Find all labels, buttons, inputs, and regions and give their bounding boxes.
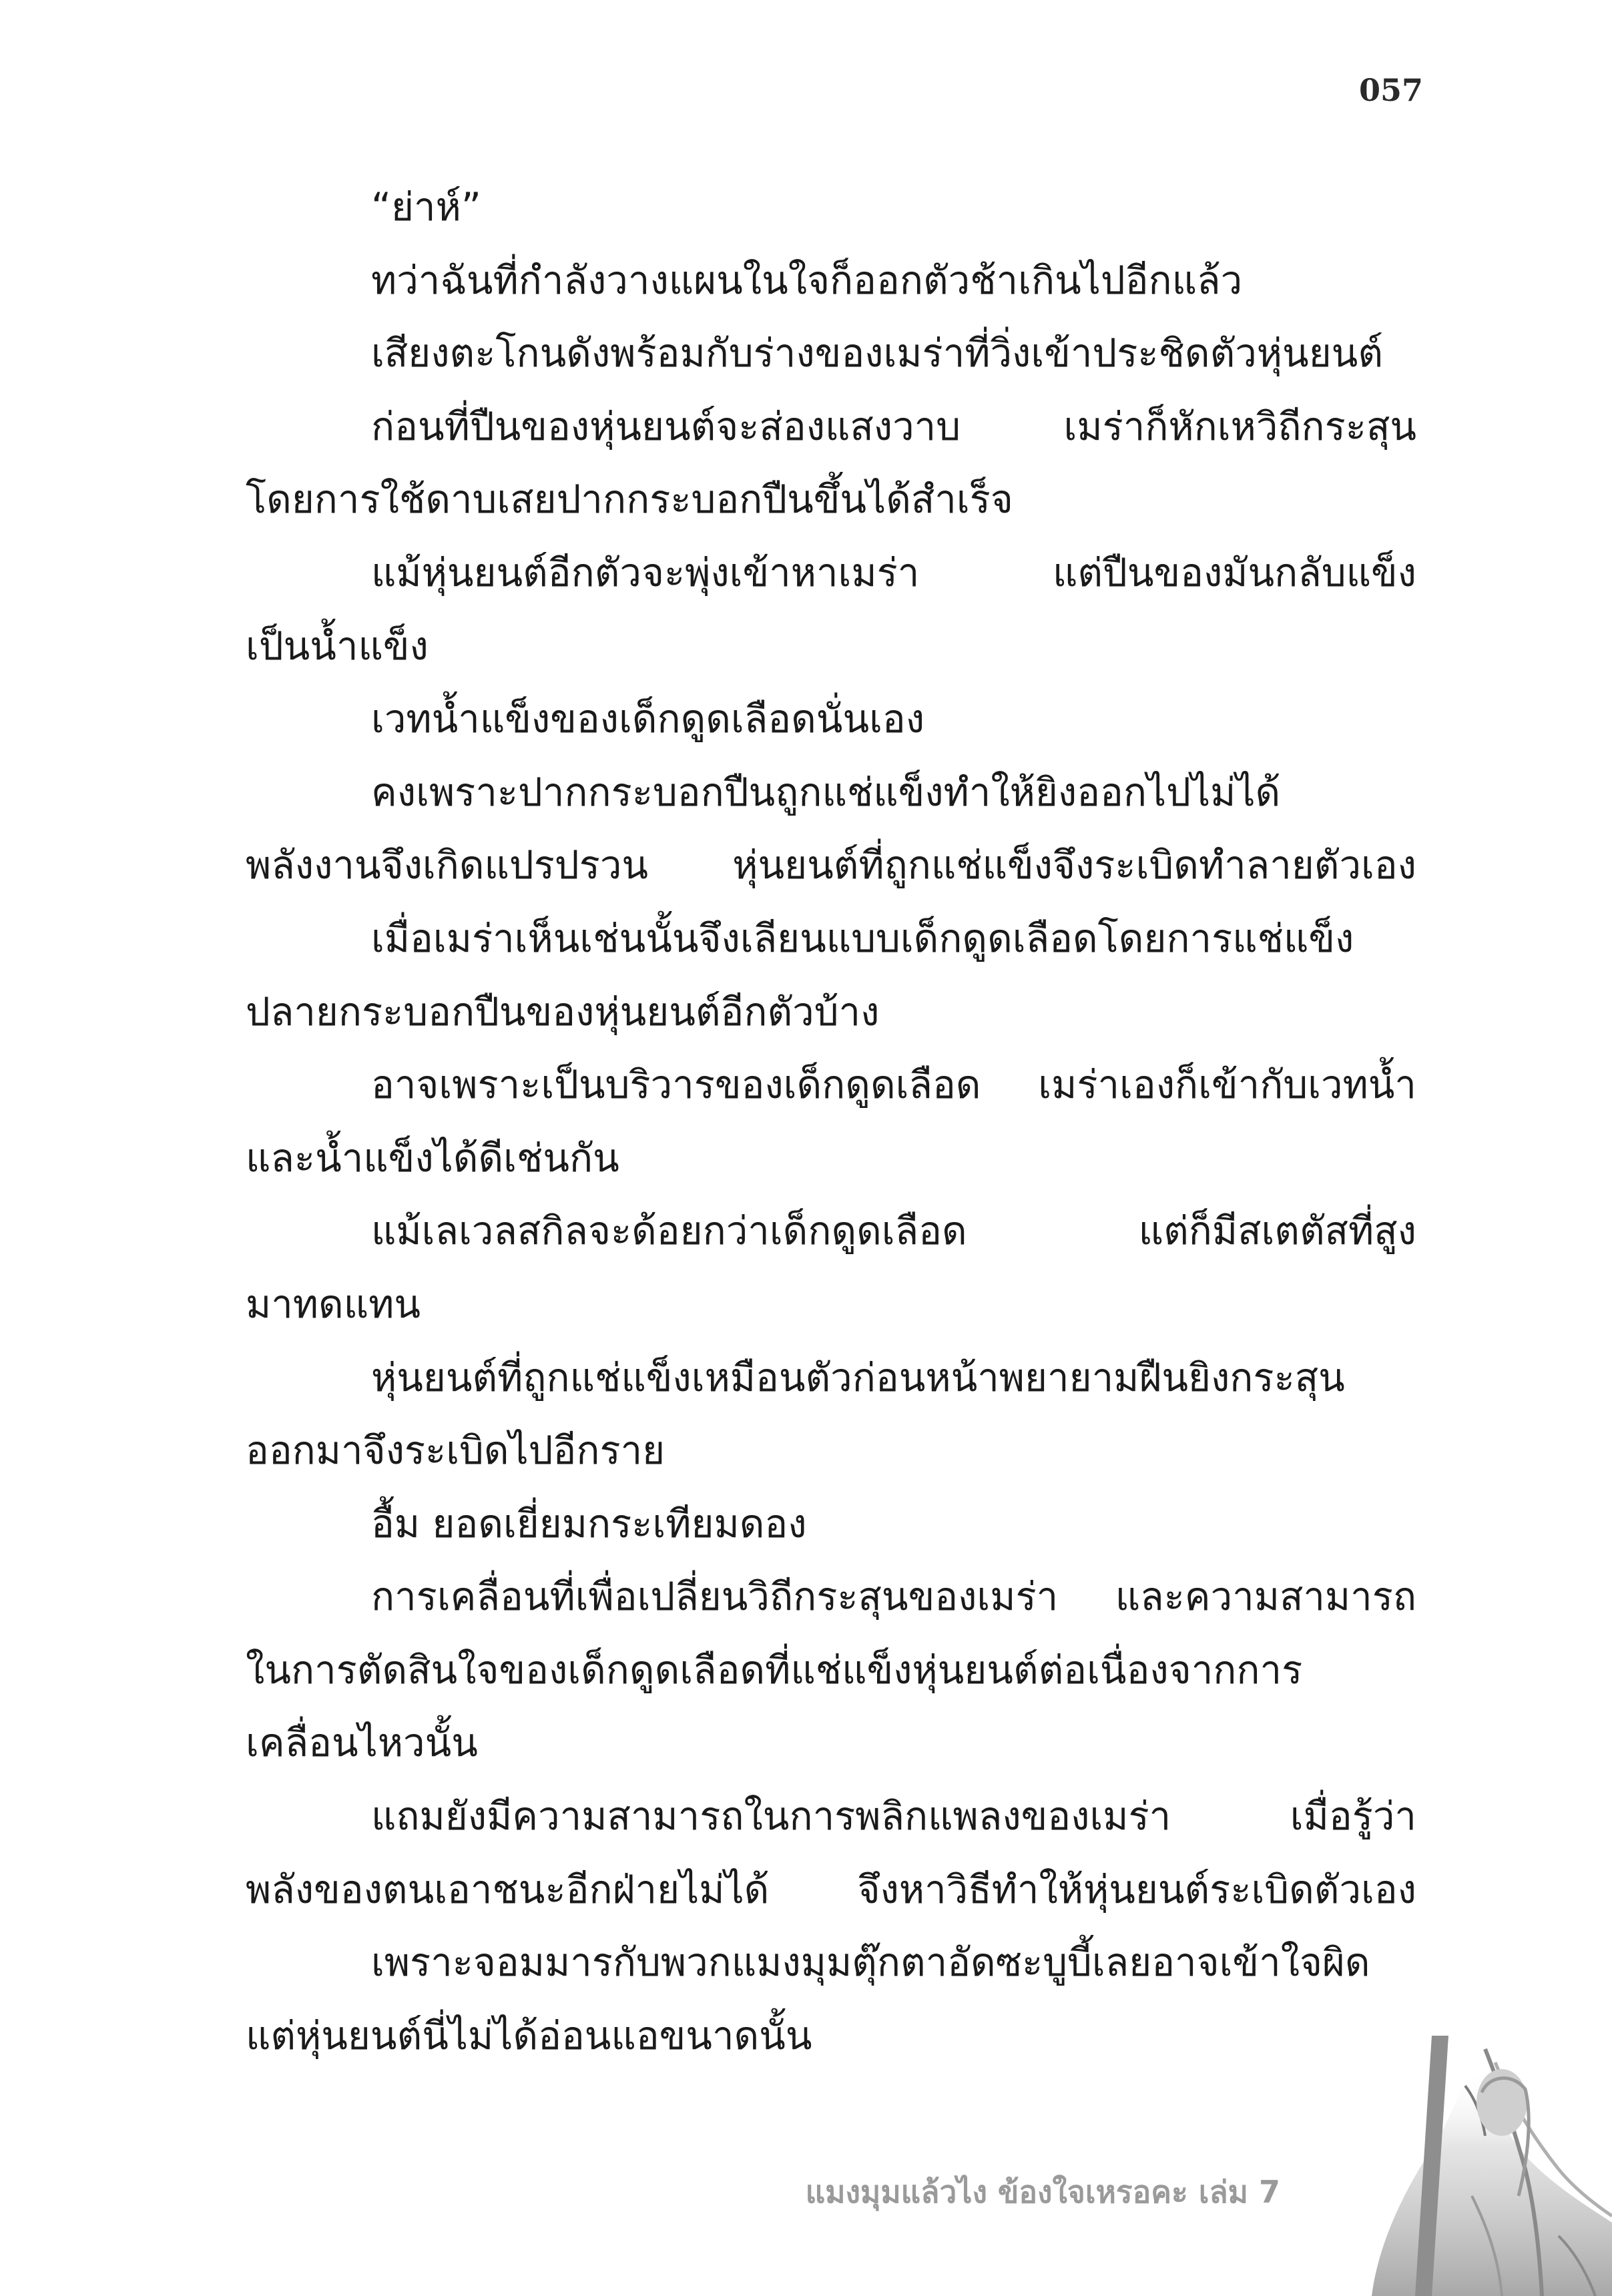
text-line: ทว่าฉันที่กำลังวางแผนในใจก็ออกตัวช้าเกินไปอีกแล้ว: [371, 257, 1243, 303]
text-line: แม้เลเวลสกิลจะด้อยกว่าเด็กดูดเลือด แต่ก็มีสเตตัสที่สูง: [371, 1208, 1416, 1254]
footer-character-illustration: [1332, 2022, 1612, 2296]
text-line: แม้หุ่นยนต์อีกตัวจะพุ่งเข้าหาเมร่า แต่ปืนของมันกลับแข็ง: [371, 549, 1416, 595]
text-line: มาทดแทน: [246, 1281, 421, 1327]
footer-book-title: แมงมุมแล้วไง ข้องใจเหรอคะ เล่ม 7: [805, 2174, 1280, 2210]
text-line: พลังของตนเอาชนะอีกฝ่ายไม่ได้ จึงหาวิธีทำให้หุ่นยนต์ระเบิดตัวเอง: [246, 1866, 1416, 1912]
text-line: ในการตัดสินใจของเด็กดูดเลือดที่แช่แข็งหุ่นยนต์ต่อเนื่องจากการ: [246, 1647, 1303, 1693]
text-line: หุ่นยนต์ที่ถูกแช่แข็งเหมือนตัวก่อนหน้าพยายามฝืนยิงกระสุน: [371, 1354, 1345, 1400]
page-number: 057: [1358, 72, 1423, 108]
text-line: ออกมาจึงระเบิดไปอีกราย: [246, 1428, 665, 1474]
text-line: อื้ม ยอดเยี่ยมกระเทียมดอง: [371, 1500, 807, 1546]
text-line: เพราะจอมมารกับพวกแมงมุมตุ๊กตาอัดซะบูบี้เลยอาจเข้าใจผิด: [371, 1940, 1370, 1986]
text-line: การเคลื่อนที่เพื่อเปลี่ยนวิถีกระสุนของเมร่า และความสามารถ: [371, 1574, 1416, 1620]
text-line: คงเพราะปากกระบอกปืนถูกแช่แข็งทำให้ยิงออกไปไม่ได้: [371, 769, 1281, 815]
text-line: ปลายกระบอกปืนของหุ่นยนต์อีกตัวบ้าง: [246, 988, 880, 1035]
body-text: [246, 171, 1416, 2072]
text-line: เมื่อเมร่าเห็นเช่นนั้นจึงเลียนแบบเด็กดูดเลือดโดยการแช่แข็ง: [371, 915, 1354, 961]
text-line: “ย่าห์”: [371, 184, 481, 230]
text-line: แถมยังมีความสามารถในการพลิกแพลงของเมร่า เมื่อรู้ว่า: [371, 1793, 1416, 1839]
text-line: แต่หุ่นยนต์นี่ไม่ได้อ่อนแอขนาดนั้น: [246, 2012, 812, 2058]
text-line: อาจเพราะเป็นบริวารของเด็กดูดเลือด เมร่าเองก็เข้ากับเวทน้ำ: [371, 1062, 1416, 1108]
text-line: เป็นน้ำแข็ง: [246, 623, 429, 669]
text-line: โดยการใช้ดาบเสยปากกระบอกปืนขึ้นได้สำเร็จ: [246, 477, 1013, 523]
text-line: เสียงตะโกนดังพร้อมกับร่างของเมร่าที่วิ่งเข้าประชิดตัวหุ่นยนต์: [371, 330, 1383, 376]
text-line: เวทน้ำแข็งของเด็กดูดเลือดนั่นเอง: [371, 696, 925, 742]
text-line: เคลื่อนไหวนั้น: [246, 1720, 478, 1766]
text-line: ก่อนที่ปืนของหุ่นยนต์จะส่องแสงวาบ เมร่าก็หักเหวิถีกระสุน: [371, 403, 1416, 449]
text-line: พลังงานจึงเกิดแปรปรวน หุ่นยนต์ที่ถูกแช่แข็งจึงระเบิดทำลายตัวเอง: [246, 842, 1416, 888]
text-line: และน้ำแข็งได้ดีเช่นกัน: [246, 1135, 619, 1181]
